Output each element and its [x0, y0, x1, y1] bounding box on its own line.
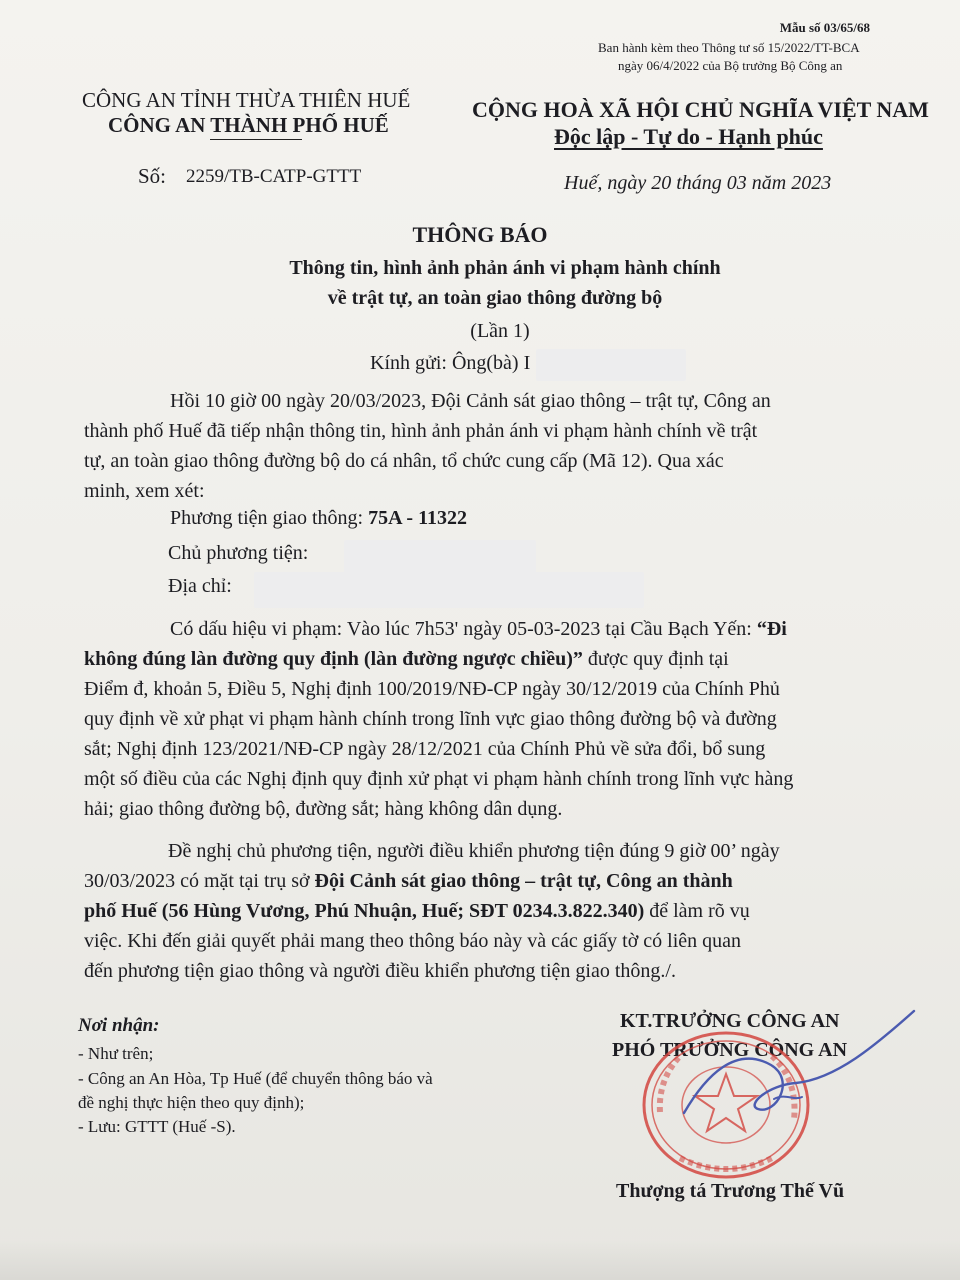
handwritten-signature — [676, 1005, 926, 1135]
vehicle-plate: 75A - 11322 — [368, 507, 467, 529]
address-label: Địa chỉ: — [168, 575, 232, 597]
request-line-5: đến phương tiện giao thông và người điều khiển phương tiện giao thông./. — [84, 960, 676, 982]
request-office: Đội Cảnh sát giao thông – trật tự, Công an thành — [314, 870, 733, 892]
intro-line-4: minh, xem xét: — [84, 480, 205, 502]
vehicle-label: Phương tiện giao thông: — [170, 507, 364, 529]
redacted-owner — [344, 540, 536, 574]
request-line-4: việc. Khi đến giải quyết phải mang theo thông báo này và các giấy tờ có liên quan — [84, 930, 742, 952]
greeting: Kính gửi: Ông(bà) I — [370, 352, 531, 374]
issue-date: Huế, ngày 20 tháng 03 năm 2023 — [564, 172, 832, 194]
owner-label: Chủ phương tiện: — [168, 542, 309, 564]
violation-text-2: được quy định tại — [587, 648, 729, 670]
violation-line-4: quy định về xử phạt vi phạm hành chính trong lĩnh vực giao thông đường bộ và đường — [84, 708, 777, 730]
signer-name: Thượng tá Trương Thế Vũ — [616, 1180, 845, 1202]
org-parent: CÔNG AN TỈNH THỪA THIÊN HUẾ — [82, 88, 411, 112]
violation-quote: không đúng làn đường quy định (làn đường ngược chiều)” — [84, 648, 583, 670]
redacted-address — [254, 572, 644, 608]
violation-line-7: hải; giao thông đường bộ, đường sắt; hàng không dân dụng. — [84, 798, 563, 820]
request-address: phố Huế (56 Hùng Vương, Phú Nhuận, Huế; SĐT 0234.3.822.340) — [84, 900, 645, 922]
nation-title: CỘNG HOÀ XÃ HỘI CHỦ NGHĨA VIỆT NAM — [472, 97, 929, 122]
org-unit: CÔNG AN THÀNH PHỐ HUẾ — [108, 113, 389, 137]
form-note-2: ngày 06/4/2022 của Bộ trưởng Bộ Công an — [618, 58, 843, 73]
recipient-2: - Công an An Hòa, Tp Huế (để chuyển thông báo và — [78, 1069, 433, 1088]
form-note-1: Ban hành kèm theo Thông tư số 15/2022/TT-BCA — [598, 40, 860, 55]
document-title: THÔNG BÁO — [412, 222, 548, 247]
recipient-1: - Như trên; — [78, 1044, 154, 1063]
signature-title-2: PHÓ TRƯỞNG CÔNG AN — [612, 1039, 848, 1061]
violation-quote-start: “Đi — [756, 618, 787, 640]
intro-line-1: Hồi 10 giờ 00 ngày 20/03/2023, Đội Cảnh sát giao thông – trật tự, Công an — [170, 390, 771, 412]
violation-line-5: sắt; Nghị định 123/2021/NĐ-CP ngày 28/12/2021 của Chính Phủ về sửa đổi, bổ sung — [84, 738, 766, 760]
request-text-3: để làm rõ vụ — [649, 900, 750, 922]
request-text-2: 30/03/2023 có mặt tại trụ sở — [84, 870, 310, 892]
org-underline — [210, 139, 302, 140]
recipient-3: - Lưu: GTTT (Huế -S). — [78, 1117, 236, 1136]
redacted-name — [536, 349, 686, 381]
motto: Độc lập - Tự do - Hạnh phúc — [554, 124, 823, 149]
violation-line-6: một số điều của các Nghị định quy định xử phạt vi phạm hành chính trong lĩnh vực hàng — [84, 768, 794, 790]
notice-round: (Lần 1) — [470, 320, 530, 342]
violation-line-1 — [170, 618, 787, 641]
request-line-2 — [84, 870, 733, 893]
intro-line-3: tự, an toàn giao thông đường bộ do cá nhân, tổ chức cung cấp (Mã 12). Qua xác — [84, 450, 724, 472]
request-line-1: Đề nghị chủ phương tiện, người điều khiển phương tiện đúng 9 giờ 00’ ngày — [168, 840, 780, 862]
signature-title-1: KT.TRƯỞNG CÔNG AN — [620, 1010, 840, 1032]
number-value: 2259/TB-CATP-GTTT — [186, 166, 362, 187]
recipient-2-cont: đề nghị thực hiện theo quy định); — [78, 1093, 305, 1112]
violation-text-1: Có dấu hiệu vi phạm: Vào lúc 7h53' ngày 05-03-2023 tại Cầu Bạch Yến: — [170, 618, 752, 640]
vehicle-field — [170, 507, 467, 530]
intro-line-2: thành phố Huế đã tiếp nhận thông tin, hình ảnh phản ánh vi phạm hành chính về trật — [84, 420, 758, 442]
form-code: Mẫu số 03/65/68 — [779, 20, 870, 35]
document-subtitle-2: về trật tự, an toàn giao thông đường bộ — [327, 287, 663, 309]
violation-line-2 — [84, 648, 729, 671]
recipients-title: Nơi nhận: — [78, 1015, 160, 1036]
violation-line-3: Điểm đ, khoản 5, Điều 5, Nghị định 100/2019/NĐ-CP ngày 30/12/2019 của Chính Phủ — [84, 678, 780, 700]
page-bottom-shadow — [0, 1240, 960, 1280]
request-line-3 — [84, 900, 750, 923]
document-subtitle-1: Thông tin, hình ảnh phản ánh vi phạm hành chính — [289, 257, 721, 279]
number-label: Số: — [138, 164, 167, 188]
